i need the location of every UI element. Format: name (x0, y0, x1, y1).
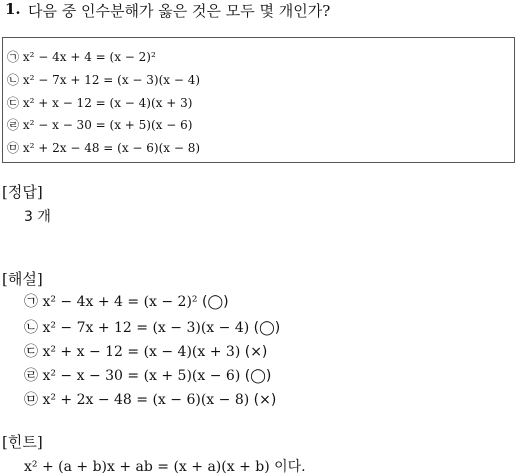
choice-label: ㉤ (7, 141, 20, 155)
hint-text: x² + (a + b)x + ab = (x + a)(x + b) 이다. (24, 459, 306, 475)
explanation-label: ㉣ (24, 368, 38, 384)
answer-value: 3 개 (24, 209, 51, 225)
choice-expression: x² + 2x − 48 = (x − 6)(x − 8) (22, 141, 201, 155)
choice-item (7, 48, 156, 65)
choice-expression: x² − 4x + 4 = (x − 2)² (22, 50, 156, 64)
explanation-expression: x² − 4x + 4 = (x − 2)² (42, 294, 198, 310)
explanation-label: ㉤ (24, 392, 38, 408)
choice-item (7, 116, 192, 133)
explanation-expression: x² − x − 30 = (x + 5)(x − 6) (42, 368, 241, 384)
explanation-label: ㉠ (24, 294, 38, 310)
explanation-label: ㉢ (24, 344, 38, 360)
explanation-label: ㉡ (24, 320, 38, 336)
choice-expression: x² − x − 30 = (x + 5)(x − 6) (22, 118, 193, 132)
hint-heading: [힌트] (2, 433, 43, 451)
explanation-expression: x² + x − 12 = (x − 4)(x + 3) (42, 344, 241, 360)
choice-label: ㉡ (7, 73, 20, 87)
explanation-item (24, 365, 271, 385)
choice-label: ㉣ (7, 118, 20, 132)
choice-label: ㉠ (7, 50, 20, 64)
choice-item (7, 71, 200, 88)
explanation-mark: (◯) (253, 320, 281, 336)
explanation-item (24, 317, 280, 337)
choices-box (2, 37, 515, 163)
choice-label: ㉢ (7, 96, 20, 110)
explanation-item (24, 341, 267, 361)
explanation-mark: (×) (253, 392, 277, 408)
choice-expression: x² − 7x + 12 = (x − 3)(x − 4) (22, 73, 201, 87)
explanation-heading: [해설] (2, 270, 43, 288)
explanation-mark: (◯) (202, 294, 229, 310)
choice-item (7, 139, 200, 156)
explanation-expression: x² + 2x − 48 = (x − 6)(x − 8) (42, 392, 250, 408)
explanation-item (24, 389, 276, 409)
choice-expression: x² + x − 12 = (x − 4)(x + 3) (22, 96, 193, 110)
explanation-item (24, 291, 229, 311)
explanation-mark: (◯) (244, 368, 272, 384)
explanation-expression: x² − 7x + 12 = (x − 3)(x − 4) (42, 320, 250, 336)
question-number: 1. (5, 0, 21, 18)
answer-heading: [정답] (2, 183, 43, 201)
choice-item (7, 94, 192, 111)
question-text: 다음 중 인수분해가 옳은 것은 모두 몇 개인가? (28, 2, 331, 20)
explanation-mark: (×) (244, 344, 268, 360)
